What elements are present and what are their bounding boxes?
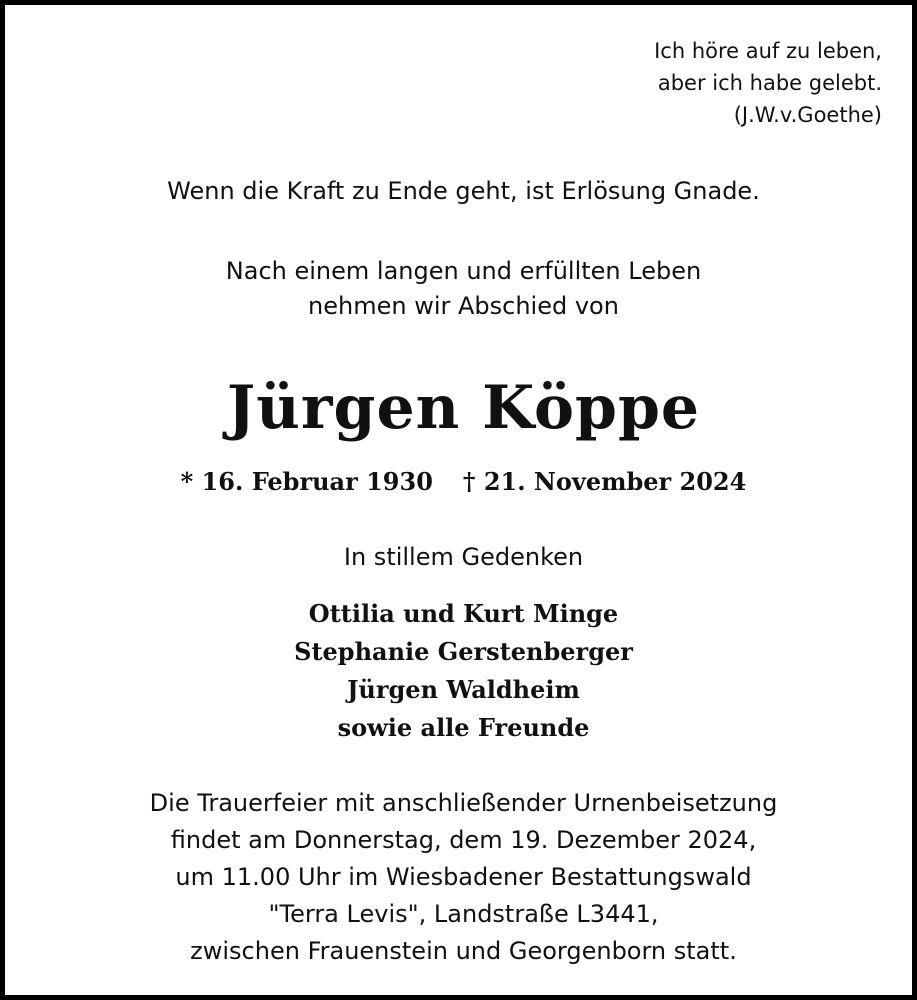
ceremony-line-5: zwischen Frauenstein und Georgenborn statt. xyxy=(190,937,737,965)
mourner-1: Ottilia und Kurt Minge xyxy=(308,599,619,628)
intro-line-2: nehmen wir Abschied von xyxy=(308,292,619,320)
ceremony-line-2: findet am Donnerstag, dem 19. Dezember 2024, xyxy=(170,826,757,854)
remembrance-line: In stillem Gedenken xyxy=(343,543,584,571)
quote-line-2: aber ich habe gelebt. xyxy=(657,71,882,95)
mourner-4: sowie alle Freunde xyxy=(337,713,590,742)
goethe-quote xyxy=(654,35,882,131)
quote-author: (J.W.v.Goethe) xyxy=(733,103,882,127)
ceremony-line-3: um 11.00 Uhr im Wiesbadener Bestattungswald xyxy=(175,863,752,891)
quote-line-1: Ich höre auf zu leben, xyxy=(654,39,882,63)
motto: Wenn die Kraft zu Ende geht, ist Erlösung Gnade. xyxy=(167,177,760,205)
mourner-3: Jürgen Waldheim xyxy=(347,675,580,704)
mourner-2: Stephanie Gerstenberger xyxy=(294,637,633,666)
birth-date: * 16. Februar 1930 xyxy=(180,467,433,496)
deceased-name: Jürgen Köppe xyxy=(226,373,701,443)
death-date: † 21. November 2024 xyxy=(462,467,747,496)
ceremony-line-4: "Terra Levis", Landstraße L3441, xyxy=(268,900,659,928)
intro-line-1: Nach einem langen und erfüllten Leben xyxy=(225,257,702,285)
ceremony-line-1: Die Trauerfeier mit anschließender Urnenbeisetzung xyxy=(149,789,778,817)
life-dates xyxy=(5,467,917,496)
